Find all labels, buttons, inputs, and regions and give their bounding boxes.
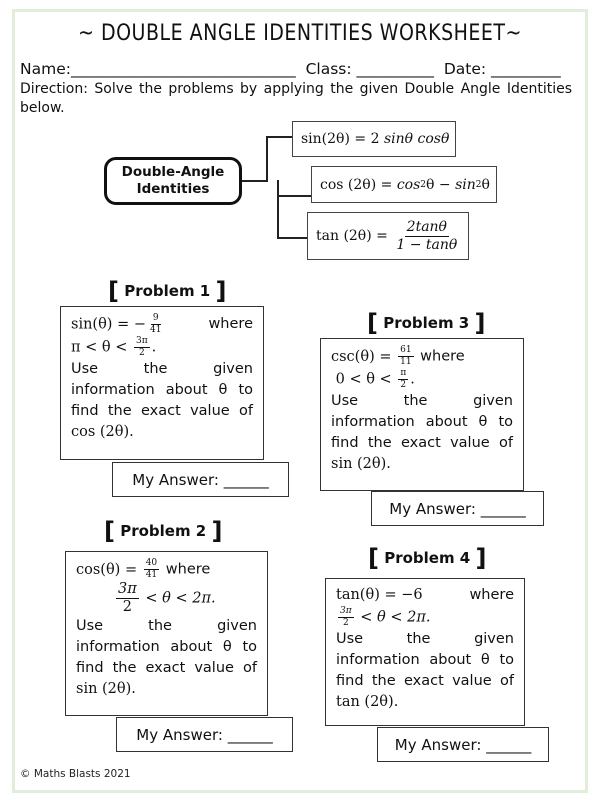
problem-4-answer-box[interactable]: My Answer: ______ [377, 727, 549, 762]
range-suffix: < θ < 2π. [355, 609, 431, 626]
node-label-line2: Identities [136, 181, 210, 197]
problem-2-heading: [ Problem 2 ] [104, 517, 223, 545]
numerator: 9 [152, 313, 159, 323]
range-suffix: < θ < 2π. [140, 590, 216, 607]
where-text: where [469, 587, 514, 603]
instruction-line: find the exact value of [336, 673, 514, 689]
superscript: 2 [420, 179, 427, 190]
problem-1-card [60, 306, 264, 460]
superscript: 2 [475, 179, 482, 190]
connector-line [277, 237, 307, 239]
range-prefix: 0 < θ < [335, 371, 397, 388]
instruction-line: Use the given [71, 361, 253, 377]
denominator: 1 − tanθ [396, 236, 458, 253]
problem-3-answer-box[interactable]: My Answer: ______ [371, 491, 544, 526]
problem-label: Problem 1 [124, 282, 211, 300]
denominator: 2 [138, 348, 145, 358]
problem-1-answer-box[interactable]: My Answer: ______ [112, 462, 289, 497]
problem-2-card [65, 551, 268, 716]
worksheet-title: ~ DOUBLE ANGLE IDENTITIES WORKSHEET~ [78, 20, 522, 46]
numerator: π [400, 368, 407, 378]
numerator: 61 [400, 345, 412, 355]
denominator: 41 [149, 325, 162, 335]
denominator: 2 [400, 380, 407, 390]
class-field[interactable]: Class: __________ [305, 60, 434, 78]
numerator: 3π [136, 336, 148, 346]
problem-label: Problem 2 [120, 522, 207, 540]
instruction-line: Use the given [336, 631, 514, 647]
problem-1-heading: [ Problem 1 ] [108, 277, 227, 305]
where-text: where [165, 561, 211, 578]
instruction-line: find the exact value of [71, 403, 253, 419]
target-expression: sin (2θ). [331, 456, 391, 472]
instruction-line: Use the given [76, 618, 257, 634]
instruction-line: find the exact value of [76, 660, 257, 676]
tan-formula-lhs: tan (2θ) = [316, 228, 388, 244]
given-equation: cos(θ) = [76, 561, 142, 578]
range-prefix: π < θ < [71, 339, 132, 356]
instruction-line: find the exact value of [331, 435, 513, 451]
numerator: 3π [118, 581, 137, 597]
denominator: 2 [122, 599, 132, 615]
problem-label: Problem 3 [383, 314, 470, 332]
target-expression: sin (2θ). [76, 681, 136, 697]
tan-fraction [394, 219, 459, 254]
numerator: 2tanθ [406, 218, 447, 235]
target-expression: tan (2θ). [336, 694, 399, 710]
instruction-line: information about θ to [331, 414, 513, 430]
node-label-line1: Double-Angle [121, 164, 225, 180]
connector-line [266, 136, 268, 182]
connector-line [266, 136, 292, 138]
instruction-line: Use the given [331, 393, 513, 409]
problem-label: Problem 4 [384, 549, 471, 567]
numerator: 3π [340, 606, 352, 616]
sin-term: sinθ [383, 131, 414, 147]
given-equation: csc(θ) = [331, 348, 397, 365]
target-expression: cos (2θ). [71, 424, 134, 440]
given-equation: tan(θ) = −6 [336, 587, 423, 603]
sin-formula-lhs: sin(2θ) = 2 [301, 131, 380, 147]
denominator: 2 [342, 618, 349, 628]
where-text: where [420, 348, 465, 365]
sin-double-angle-formula [292, 121, 456, 157]
cos-formula-lhs: cos (2θ) = [320, 176, 393, 193]
given-equation: sin(θ) = − [71, 316, 146, 333]
problem-3-heading: [ Problem 3 ] [367, 309, 486, 337]
denominator: 41 [145, 570, 158, 580]
cos-term: cos [396, 176, 421, 193]
cos-term: cosθ [417, 131, 450, 147]
name-field[interactable]: Name:_____________________________ [20, 60, 296, 78]
problem-4-card [325, 578, 525, 726]
range-suffix: . [151, 339, 157, 356]
connector-line [242, 180, 267, 182]
problem-4-heading: [ Problem 4 ] [368, 544, 487, 572]
instruction-line: information about θ to [76, 639, 257, 655]
denominator: 11 [400, 357, 412, 367]
sin-term: sin [455, 176, 476, 193]
double-angle-identities-node [104, 157, 242, 205]
tan-double-angle-formula [307, 212, 469, 260]
connector-line [277, 195, 311, 197]
direction-text: Direction: Solve the problems by applying the given Double Angle Identities below. [20, 81, 572, 116]
instruction-line: information about θ to [336, 652, 514, 668]
cos-double-angle-formula [311, 166, 497, 203]
instruction-line: information about θ to [71, 382, 253, 398]
student-info-row [20, 60, 580, 78]
theta: θ [481, 176, 490, 193]
copyright-footer: © Maths Blasts 2021 [20, 768, 131, 780]
cos-formula-mid: θ − [426, 176, 451, 193]
range-suffix: . [410, 371, 415, 388]
problem-3-card [320, 338, 524, 491]
where-text: where [208, 316, 253, 332]
connector-line [277, 182, 279, 238]
date-field[interactable]: Date: _________ [443, 60, 561, 78]
problem-2-answer-box[interactable]: My Answer: ______ [116, 717, 293, 752]
numerator: 40 [145, 558, 158, 568]
